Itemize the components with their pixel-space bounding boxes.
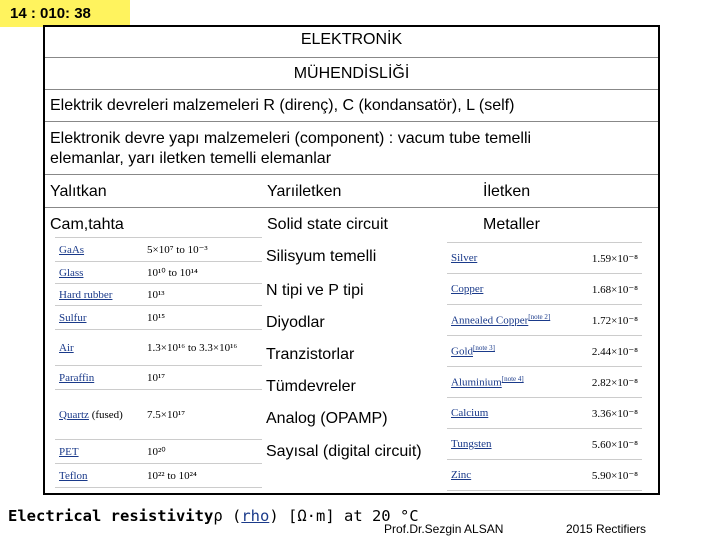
material-link[interactable]: Zinc — [447, 460, 575, 491]
table-row — [55, 330, 262, 366]
material-cell — [447, 336, 575, 367]
title-line-1: ELEKTRONİK — [300, 31, 403, 48]
material-link[interactable]: Copper — [447, 274, 575, 305]
semiconductor-item: Diyodlar — [266, 314, 325, 331]
material-link[interactable]: GaAs — [55, 238, 143, 262]
material-link[interactable]: Sulfur — [55, 306, 143, 330]
table-row — [55, 284, 262, 306]
category-insulator: Yalıtkan — [50, 183, 107, 200]
conductor-resistivity-table — [447, 242, 642, 491]
category-semiconductor: Yarıiletken — [267, 183, 342, 200]
divider — [45, 121, 658, 122]
material-link[interactable]: Aluminium — [451, 376, 502, 389]
divider — [45, 207, 658, 208]
semiconductor-item: Sayısal (digital circuit) — [266, 443, 422, 460]
material-cell — [447, 367, 575, 398]
semiconductor-item: Analog (OPAMP) — [266, 410, 388, 427]
material-link[interactable]: Paraffin — [55, 366, 143, 390]
resistivity-value: 5×10⁷ to 10⁻³ — [143, 238, 262, 262]
table-row — [447, 243, 642, 274]
resistivity-value: 5.90×10⁻⁸ — [575, 460, 642, 491]
rho-symbol: ρ — [213, 507, 223, 525]
intro-electronic-components-2: elemanlar, yarı iletken temelli elemanlar — [50, 150, 332, 167]
resistivity-value: 10¹⁰ to 10¹⁴ — [143, 262, 262, 284]
table-row — [55, 366, 262, 390]
title-line-2: MÜHENDİSLİĞİ — [293, 65, 410, 82]
material-link[interactable]: Hard rubber — [55, 284, 143, 306]
table-row — [55, 464, 262, 488]
resistivity-value: 10¹³ — [143, 284, 262, 306]
resistivity-value: 5.60×10⁻⁸ — [575, 429, 642, 460]
divider — [45, 57, 658, 58]
table-row — [447, 460, 642, 491]
resistivity-value: 3.36×10⁻⁸ — [575, 398, 642, 429]
resistivity-value: 1.3×10¹⁶ to 3.3×10¹⁶ — [143, 330, 262, 366]
resistivity-value: 10¹⁷ — [143, 366, 262, 390]
resistivity-value: 1.59×10⁻⁸ — [575, 243, 642, 274]
resistivity-value: 1.72×10⁻⁸ — [575, 305, 642, 336]
resistivity-value: 10¹⁵ — [143, 306, 262, 330]
footnote-link[interactable]: [note 2] — [528, 313, 551, 322]
slide-number-badge: 14 : 010: 38 — [0, 0, 130, 27]
material-link[interactable]: Air — [55, 330, 143, 366]
divider — [45, 89, 658, 90]
semiconductor-item: Silisyum temelli — [266, 248, 377, 265]
table-row — [447, 429, 642, 460]
resistivity-value: 2.44×10⁻⁸ — [575, 336, 642, 367]
material-link[interactable]: PET — [55, 440, 143, 464]
intro-electronic-components-1: Elektronik devre yapı malzemeleri (component) : vacum tube temelli — [50, 130, 532, 147]
material-link[interactable]: Tungsten — [447, 429, 575, 460]
material-qualifier: (fused) — [88, 408, 123, 421]
material-cell — [447, 305, 575, 336]
semiconductor-item: N tipi ve P tipi — [266, 282, 364, 299]
author-name: Prof.Dr.Sezgin ALSAN — [384, 522, 504, 536]
rho-link[interactable]: rho — [241, 507, 270, 525]
footer-reference: 2015 Rectifiers — [566, 522, 647, 536]
material-link[interactable]: Annealed Copper — [451, 314, 529, 327]
caption-paren-open: ( — [222, 507, 242, 525]
resistivity-value: 2.82×10⁻⁸ — [575, 367, 642, 398]
caption-label: Electrical resistivity — [8, 507, 214, 525]
table-row — [55, 306, 262, 330]
table-row — [447, 305, 642, 336]
table-row — [55, 262, 262, 284]
table-row — [55, 238, 262, 262]
semiconductor-example: Solid state circuit — [267, 216, 388, 233]
semiconductor-item: Tranzistorlar — [266, 346, 355, 363]
table-row — [447, 336, 642, 367]
category-conductor: İletken — [483, 183, 531, 200]
footnote-link[interactable]: [note 4] — [501, 375, 524, 384]
intro-electric-components: Elektrik devreleri malzemeleri R (direnç), C (kondansatör), L (self) — [50, 97, 515, 114]
resistivity-value: 7.5×10¹⁷ — [143, 390, 262, 440]
table-row — [447, 367, 642, 398]
insulator-resistivity-table — [55, 237, 262, 488]
material-link[interactable]: Glass — [55, 262, 143, 284]
resistivity-value: 10²² to 10²⁴ — [143, 464, 262, 488]
material-link[interactable]: Calcium — [447, 398, 575, 429]
divider — [45, 174, 658, 175]
footnote-link[interactable]: [note 3] — [473, 344, 495, 353]
insulator-example: Cam,tahta — [50, 216, 124, 233]
conductor-example: Metaller — [483, 216, 540, 233]
table-row — [55, 390, 262, 440]
resistivity-value: 1.68×10⁻⁸ — [575, 274, 642, 305]
semiconductor-item: Tümdevreler — [266, 378, 356, 395]
material-cell — [55, 390, 143, 440]
resistivity-caption — [8, 507, 419, 525]
table-row — [447, 398, 642, 429]
material-link[interactable]: Quartz — [59, 408, 89, 421]
material-link[interactable]: Gold — [451, 345, 473, 358]
resistivity-value: 10²⁰ — [143, 440, 262, 464]
material-link[interactable]: Teflon — [55, 464, 143, 488]
table-row — [55, 440, 262, 464]
material-link[interactable]: Silver — [447, 243, 575, 274]
table-row — [447, 274, 642, 305]
caption-unit: ) [Ω·m] at 20 °C — [269, 507, 419, 525]
